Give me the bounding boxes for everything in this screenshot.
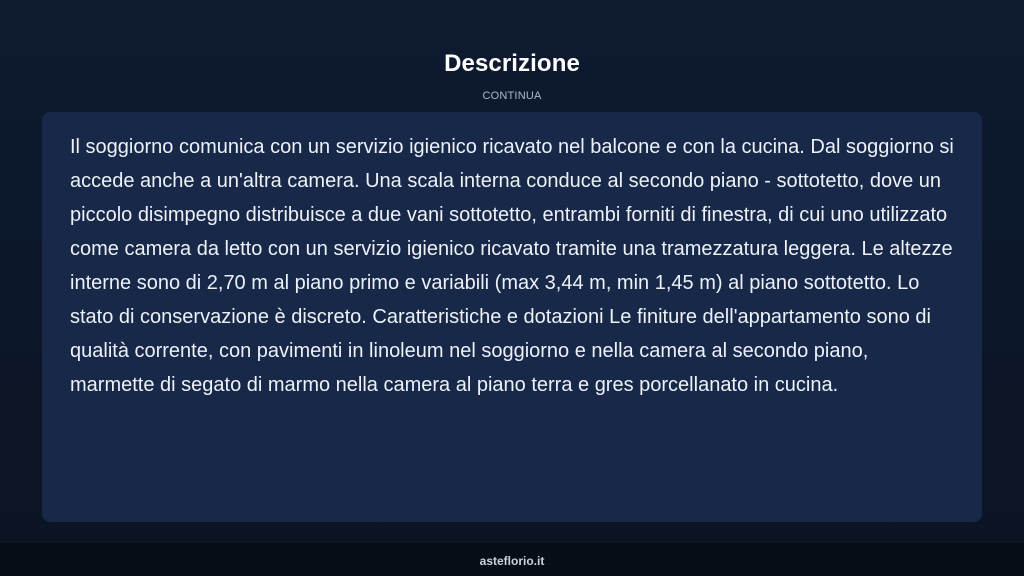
continued-label: CONTINUA — [482, 90, 542, 102]
footer-bar — [0, 543, 1024, 576]
site-name: asteflorio.it — [479, 554, 545, 568]
description-card — [42, 112, 982, 522]
page-title: Descrizione — [444, 50, 580, 77]
description-text: Il soggiorno comunica con un servizio igienico ricavato nel balcone e con la cucina. Dal soggiorno si accede anche a un'altra camera. Una scala interna conduce al secondo piano - sottotetto, dove un piccolo disimpegno distribuisce a due vani sottotetto, entrambi forniti di finestra, di cui uno utilizzato come camera da letto con un servizio igienico ricavato tramite una tramezzatura leggera. Le altezze interne sono di 2,70 m al piano primo e variabili (max 3,44 m, min 1,45 m) al piano sottotetto. Lo stato di conservazione è discreto. Caratteristiche e dotazioni Le finiture dell'appartamento sono di qualità corrente, con pavimenti in linoleum nel soggiorno e nella camera al secondo piano, marmette di segato di marmo nella camera al piano terra e gres porcellanato in cucina. — [70, 136, 954, 396]
